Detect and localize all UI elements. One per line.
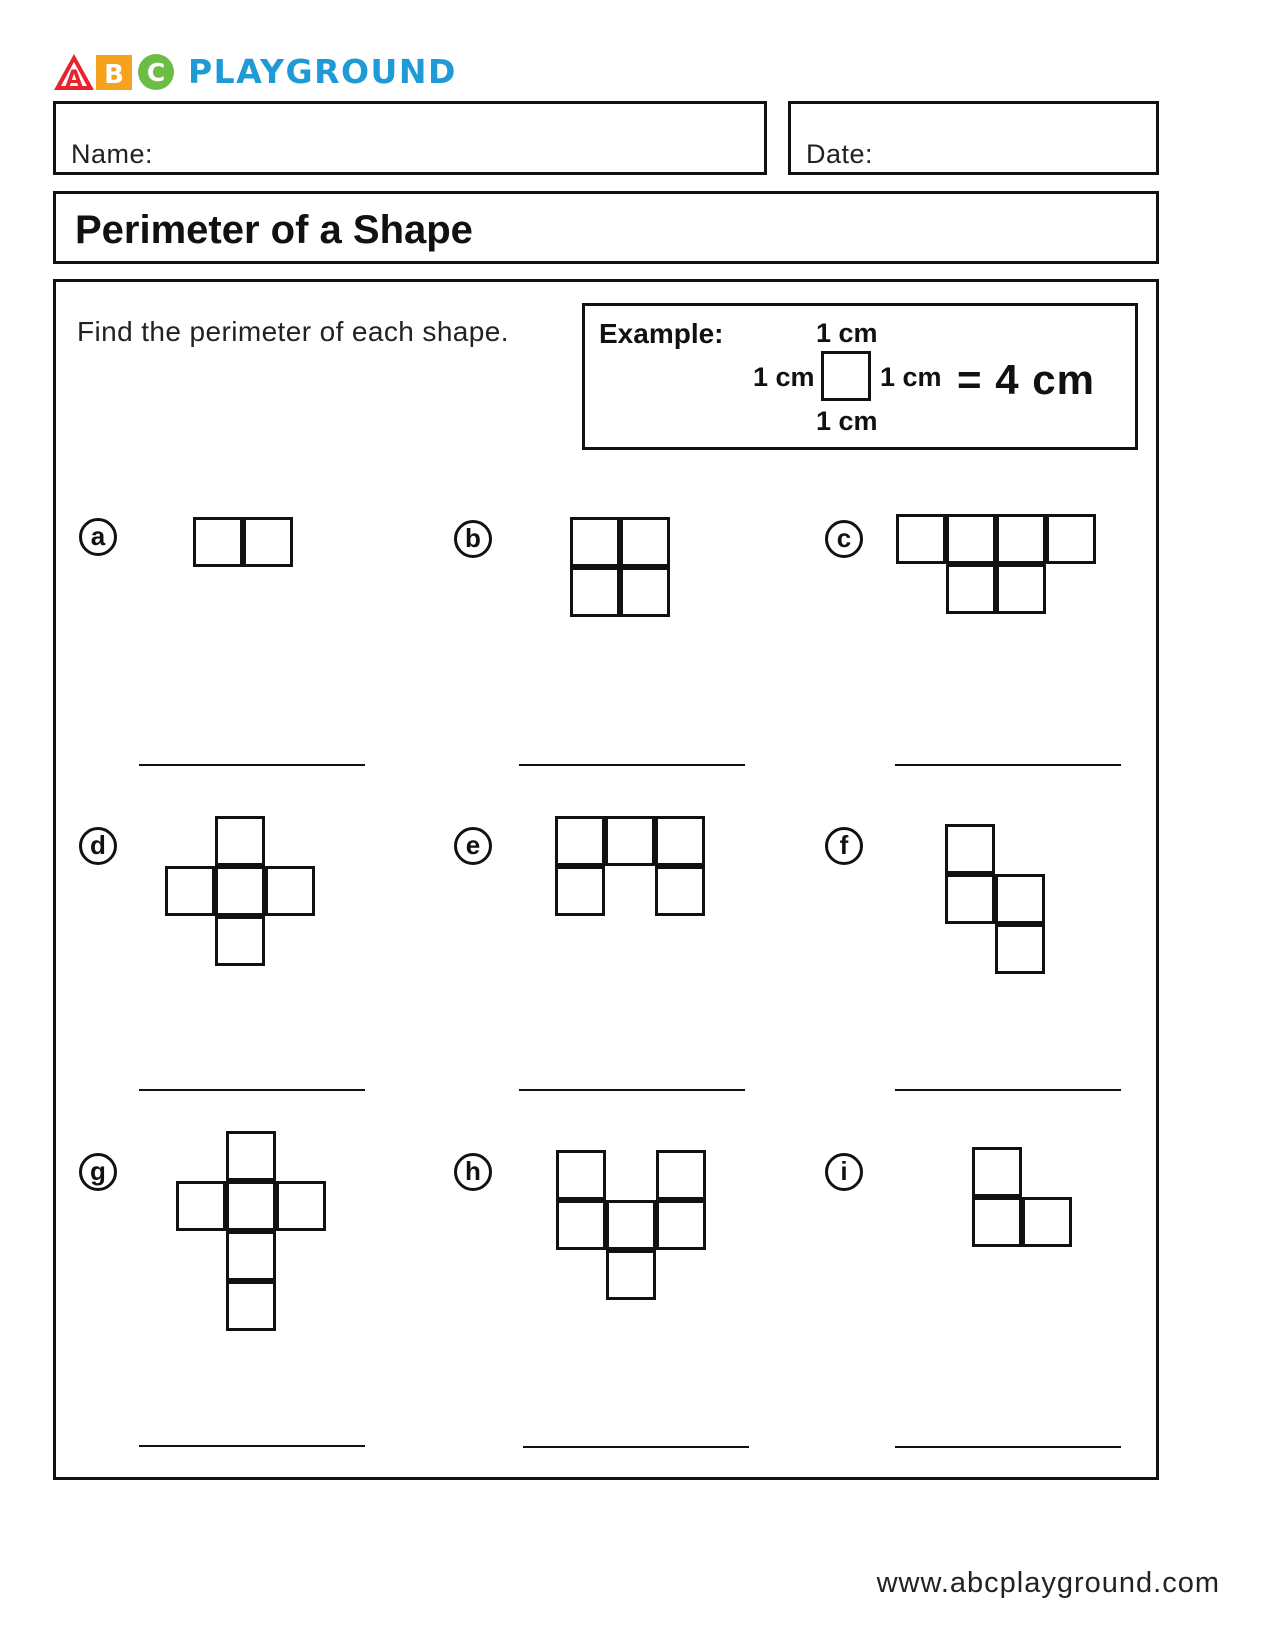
unit-square — [605, 816, 655, 866]
unit-square — [215, 866, 265, 916]
question-label: h — [454, 1153, 492, 1191]
unit-square — [972, 1147, 1022, 1197]
example-left-length: 1 cm — [753, 362, 815, 392]
unit-square — [606, 1250, 656, 1300]
answer-line[interactable] — [139, 764, 365, 766]
answer-line[interactable] — [895, 1089, 1121, 1091]
unit-square — [996, 564, 1046, 614]
unit-square — [655, 866, 705, 916]
answer-line[interactable] — [519, 1089, 745, 1091]
unit-square — [243, 517, 293, 567]
answer-line[interactable] — [895, 764, 1121, 766]
question-label: g — [79, 1153, 117, 1191]
date-field[interactable] — [788, 101, 1159, 175]
logo-wordmark: PLAYGROUND — [188, 52, 457, 91]
question-label: a — [79, 518, 117, 556]
unit-square — [276, 1181, 326, 1231]
unit-square — [995, 874, 1045, 924]
unit-square — [946, 514, 996, 564]
unit-square — [656, 1200, 706, 1250]
unit-square — [570, 567, 620, 617]
unit-square — [226, 1131, 276, 1181]
example-top-length: 1 cm — [816, 318, 878, 348]
unit-square — [945, 874, 995, 924]
logo — [54, 52, 457, 92]
unit-square — [945, 824, 995, 874]
question-label: b — [454, 520, 492, 558]
unit-square — [265, 866, 315, 916]
unit-square — [972, 1197, 1022, 1247]
question-label: d — [79, 827, 117, 865]
page-title: Perimeter of a Shape — [75, 208, 473, 252]
unit-square — [656, 1150, 706, 1200]
answer-line[interactable] — [895, 1446, 1121, 1448]
example-label: Example: — [599, 318, 724, 349]
unit-square — [1046, 514, 1096, 564]
date-label: Date: — [806, 139, 874, 169]
svg-text:C: C — [146, 58, 166, 87]
unit-square — [570, 517, 620, 567]
unit-square — [226, 1181, 276, 1231]
name-label: Name: — [71, 139, 154, 169]
svg-text:B: B — [104, 60, 124, 90]
unit-square — [996, 514, 1046, 564]
example-right-length: 1 cm — [880, 362, 942, 392]
unit-square — [556, 1150, 606, 1200]
unit-square — [995, 924, 1045, 974]
unit-square — [1022, 1197, 1072, 1247]
answer-line[interactable] — [523, 1446, 749, 1448]
unit-square — [620, 517, 670, 567]
unit-square — [226, 1231, 276, 1281]
example-unit-square — [821, 351, 871, 401]
unit-square — [556, 1200, 606, 1250]
instructions-text: Find the perimeter of each shape. — [77, 316, 509, 347]
question-label: i — [825, 1153, 863, 1191]
example-result: = 4 cm — [957, 356, 1095, 403]
example-box — [582, 303, 1138, 450]
unit-square — [620, 567, 670, 617]
website-url[interactable]: www.abcplayground.com — [876, 1567, 1220, 1599]
question-label: c — [825, 520, 863, 558]
svg-text:A: A — [65, 67, 83, 92]
answer-line[interactable] — [519, 764, 745, 766]
answer-line[interactable] — [139, 1089, 365, 1091]
example-bottom-length: 1 cm — [816, 406, 878, 436]
unit-square — [215, 816, 265, 866]
question-label: e — [454, 827, 492, 865]
unit-square — [165, 866, 215, 916]
logo-abc-icon — [54, 52, 184, 92]
unit-square — [176, 1181, 226, 1231]
unit-square — [606, 1200, 656, 1250]
unit-square — [215, 916, 265, 966]
unit-square — [555, 816, 605, 866]
answer-line[interactable] — [139, 1445, 365, 1447]
name-field[interactable] — [53, 101, 767, 175]
unit-square — [555, 866, 605, 916]
unit-square — [896, 514, 946, 564]
unit-square — [655, 816, 705, 866]
title-box — [53, 191, 1159, 264]
unit-square — [226, 1281, 276, 1331]
unit-square — [946, 564, 996, 614]
unit-square — [193, 517, 243, 567]
question-label: f — [825, 827, 863, 865]
